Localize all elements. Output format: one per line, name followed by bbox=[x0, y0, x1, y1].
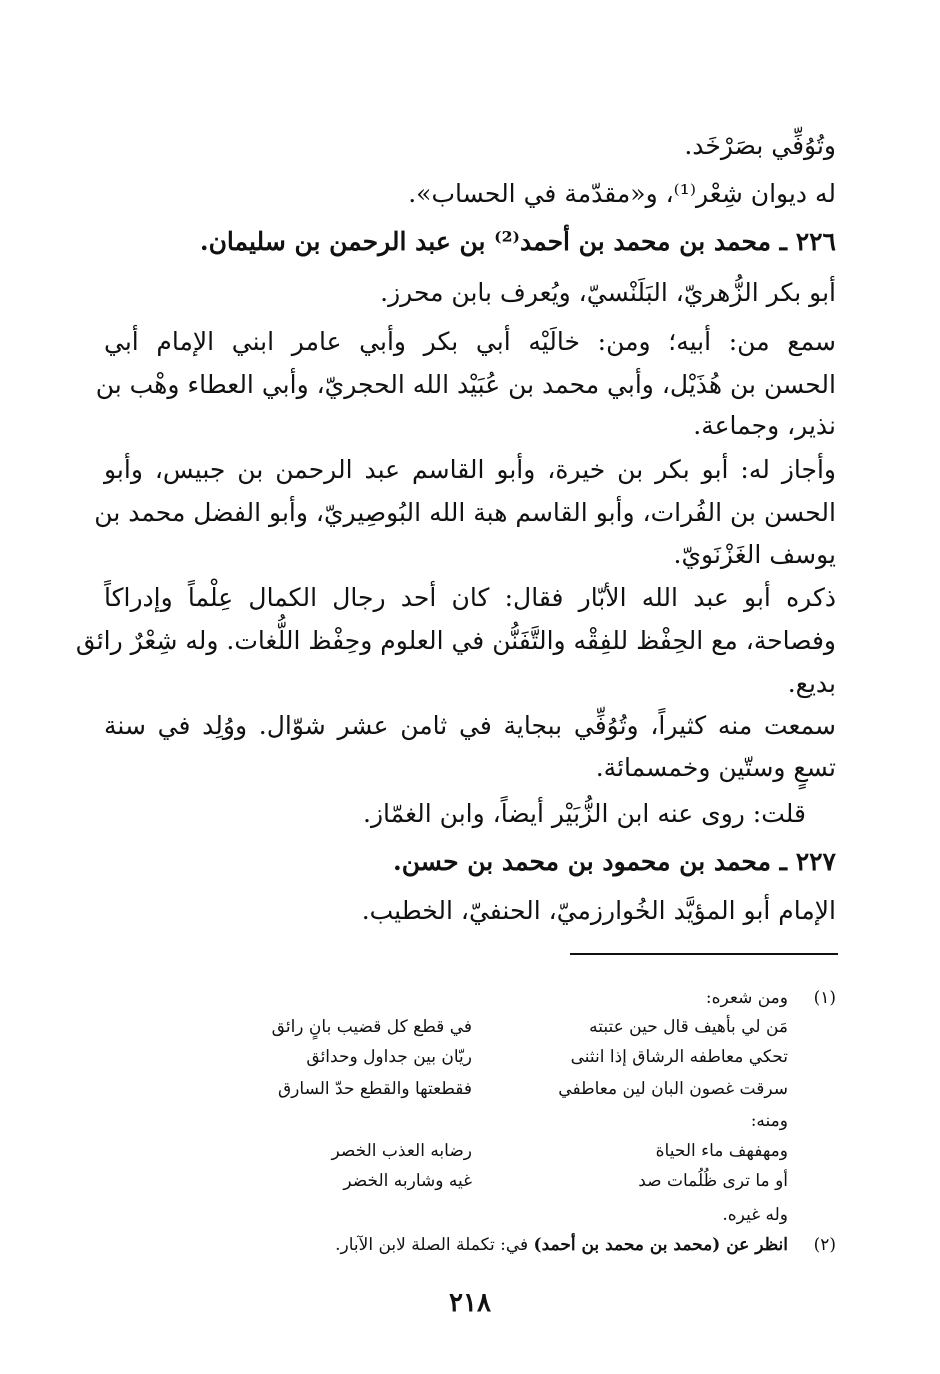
verse-hemistich: ريّان بين جداول وحدائق bbox=[306, 1047, 472, 1067]
footnote-bold-ref: انظر عن (محمد بن محمد بن أحمد) bbox=[533, 1235, 788, 1255]
footnote-text: ومن شعره: bbox=[705, 988, 788, 1008]
footnote-marker: (١) bbox=[813, 988, 836, 1008]
footnote-ref-rest: في: تكملة الصلة لابن الآبار. bbox=[335, 1235, 534, 1255]
verse-hemistich: رضابه العذب الخصر bbox=[331, 1141, 472, 1161]
text-line: يوسف الغَزْنَويّ. bbox=[673, 540, 836, 569]
text-line: وفصاحة، مع الحِفْظ للفِقْه والتَّفَنُّن في العلوم وحِفْظ اللُّغات. وله شِعْرٌ رائق bbox=[75, 626, 836, 655]
verse-hemistich: سرقت غصون البان لين معاطفي bbox=[558, 1079, 788, 1099]
entry-heading-227: ٢٢٧ ـ محمد بن محمود بن محمد بن حسن. bbox=[393, 847, 836, 876]
text-line: أبو بكر الزُّهريّ، البَلَنْسيّ، ويُعرف بابن محرز. bbox=[380, 278, 836, 307]
verse-hemistich: تحكي معاطفه الرشاق إذا انثنى bbox=[570, 1047, 788, 1067]
verse-hemistich: فقطعتها والقطع حدّ السارق bbox=[277, 1079, 472, 1099]
text-line: ذكره أبو عبد الله الأبّار فقال: كان أحد رجال الكمال عِلْماً وإدراكاً bbox=[104, 583, 836, 612]
text-line: الإمام أبو المؤيَّد الخُوارزميّ، الحنفيّ، الخطيب. bbox=[361, 896, 836, 925]
text-line: سمع من: أبيه؛ ومن: خالَيْه أبي بكر وأبي عامر ابني الإمام أبي bbox=[104, 327, 836, 356]
footnote-separator bbox=[570, 953, 838, 955]
text-line: له ديوان شِعْر⁽¹⁾، و«مقدّمة في الحساب». bbox=[408, 179, 836, 208]
verse-hemistich: في قطع كل قضيب بانٍ رائق bbox=[271, 1017, 472, 1037]
footnote-marker: (٢) bbox=[813, 1235, 836, 1255]
footnote-text bbox=[335, 1232, 788, 1258]
verse-hemistich: أو ما ترى ظُلُمات صد bbox=[638, 1171, 788, 1191]
text-line: نذير، وجماعة. bbox=[693, 411, 836, 440]
page-number: ٢١٨ bbox=[449, 1288, 491, 1318]
text-line: تسعٍ وستّين وخمسمائة. bbox=[595, 753, 836, 782]
text-line: بديع. bbox=[787, 669, 836, 698]
text-line: وتُوُفِّي بصَرْخَد. bbox=[684, 131, 836, 160]
verse-hemistich: مَن لي بأهيف قال حين عتبته bbox=[589, 1017, 788, 1037]
text-line: الحسن بن الفُرات، وأبو القاسم هبة الله البُوصِيريّ، وأبو الفضل محمد بن bbox=[94, 498, 836, 527]
entry-heading-226: ٢٢٦ ـ محمد بن محمد بن أحمد⁽²⁾ بن عبد الرحمن بن سليمان. bbox=[199, 227, 836, 256]
text-line: الحسن بن هُذَيْل، وأبي محمد بن عُبَيْد الله الحجريّ، وأبي العطاء وهْب بن bbox=[95, 370, 836, 399]
text-line: سمعت منه كثيراً، وتُوُفِّي ببجاية في ثامن عشر شوّال. ووُلِد في سنة bbox=[104, 711, 836, 740]
verse-hemistich: غيه وشاربه الخضر bbox=[343, 1171, 472, 1191]
text-line: وأجاز له: أبو بكر بن خيرة، وأبو القاسم عبد الرحمن بن جبيس، وأبو bbox=[104, 455, 836, 484]
footnote-text: وله غيره. bbox=[722, 1205, 788, 1225]
verse-hemistich: ومهفهف ماء الحياة bbox=[655, 1141, 788, 1161]
footnote-text: ومنه: bbox=[750, 1111, 788, 1131]
text-line: قلت: روى عنه ابن الزُّبَيْر أيضاً، وابن الغمّاز. bbox=[363, 799, 806, 828]
